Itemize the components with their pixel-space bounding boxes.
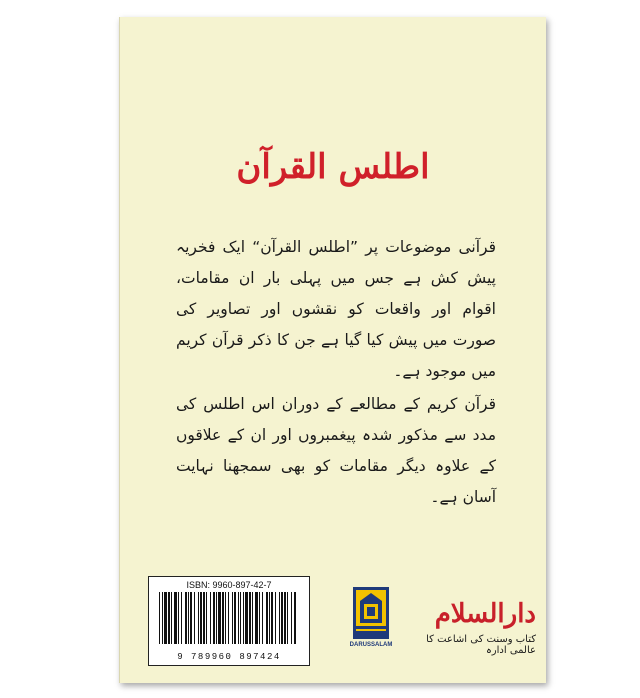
description-paragraph-1: قرآنی موضوعات پر ”اطلس القرآن“ ایک فخریہ پیش کش ہے جس میں پہلی بار ان مقامات، اقوام اور واقعات کو نقشوں اور تصاویر کی صورت میں پیش کیا گیا ہے جن کا ذکر قرآن کریم میں موجود ہے۔ — [176, 238, 496, 380]
book-title: اطلس القرآن — [236, 147, 430, 187]
isbn-label: ISBN: 9960-897-42-7 — [186, 580, 272, 590]
book-logo-icon — [352, 586, 390, 640]
publisher-name: دارالسلام — [434, 599, 536, 629]
logo-caption: DARUSSALAM — [349, 642, 393, 648]
back-cover — [119, 17, 546, 683]
description-paragraph-2: قرآن کریم کے مطالعے کے دوران اس اطلس کی مدد سے مذکور شدہ پیغمبروں اور ان کے علاقوں کے علاوہ دیگر مقامات کو بھی سمجھنا نہایت آسان ہے۔ — [176, 395, 496, 506]
barcode-digits: 9 789960 897424 — [177, 652, 281, 662]
barcode-block — [148, 576, 310, 666]
publisher-tagline: کتاب وسنت کی اشاعت کا عالمی ادارہ — [426, 634, 536, 656]
barcode-icon — [157, 592, 301, 644]
